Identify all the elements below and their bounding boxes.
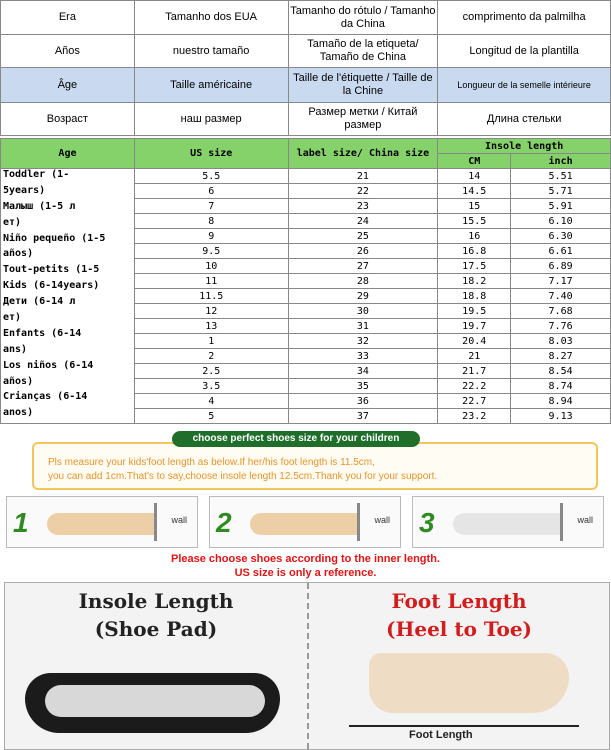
foot-icon xyxy=(369,653,569,713)
label-size-cell: 33 xyxy=(288,349,438,364)
insole-inch-cell: 7.68 xyxy=(511,304,611,319)
insole-inch-cell: 8.03 xyxy=(511,334,611,349)
label-size-cell: 24 xyxy=(288,214,438,229)
shoe-pad-icon xyxy=(45,685,265,717)
age-group-line: ет) xyxy=(3,312,22,324)
header-cell: Longueur de la semelle intérieure xyxy=(438,68,611,103)
insole-cm-cell: 14 xyxy=(438,169,511,184)
header-cell: Tamanho do rótulo / Tamanho da China xyxy=(288,1,438,35)
cm-header: CM xyxy=(438,154,511,169)
age-group-line: anos) xyxy=(3,407,34,419)
insole-cm-cell: 18.2 xyxy=(438,274,511,289)
label-size-cell: 35 xyxy=(288,379,438,394)
insole-inch-cell: 8.27 xyxy=(511,349,611,364)
us-size-cell: 13 xyxy=(134,319,288,334)
insole-subtitle: (Shoe Pad) xyxy=(94,617,218,641)
header-row-fr xyxy=(1,68,611,103)
wall-label: wall xyxy=(577,515,593,525)
us-size-cell: 3.5 xyxy=(134,379,288,394)
us-size-cell: 9.5 xyxy=(134,244,288,259)
insole-cm-cell: 20.4 xyxy=(438,334,511,349)
insole-cm-cell: 14.5 xyxy=(438,184,511,199)
foot-length-label: Foot Length xyxy=(409,729,473,741)
inch-header: inch xyxy=(511,154,611,169)
age-group-line: ет) xyxy=(3,216,22,228)
label-size-cell: 34 xyxy=(288,364,438,379)
guide-text-line: Pls measure your kids'foot length as below.If her/his foot length is 11.5cm, xyxy=(48,457,375,468)
us-size-cell: 6 xyxy=(134,184,288,199)
guide-title: choose perfect shoes size for your children xyxy=(172,431,420,447)
age-group-line: Малыш (1-5 л xyxy=(3,200,76,212)
us-size-cell: 2 xyxy=(134,349,288,364)
insole-panel xyxy=(5,583,309,749)
insole-icon xyxy=(250,513,360,535)
age-group-line: años) xyxy=(3,248,34,260)
step-number: 1 xyxy=(13,507,29,538)
insole-inch-cell: 6.89 xyxy=(511,259,611,274)
insole-cm-cell: 19.5 xyxy=(438,304,511,319)
age-group-line: Kids (6-14years) xyxy=(3,280,100,292)
label-size-cell: 29 xyxy=(288,289,438,304)
header-cell: comprimento da palmilha xyxy=(438,1,611,35)
age-group-line: Дети (6-14 л xyxy=(3,296,76,308)
label-size-cell: 31 xyxy=(288,319,438,334)
insole-inch-cell: 8.54 xyxy=(511,364,611,379)
us-size-cell: 12 xyxy=(134,304,288,319)
warning-line-1: Please choose shoes according to the inner length. xyxy=(171,553,440,565)
us-size-cell: 5 xyxy=(134,409,288,424)
age-group-line: años) xyxy=(3,375,34,387)
insole-inch-cell: 5.71 xyxy=(511,184,611,199)
label-size-cell: 26 xyxy=(288,244,438,259)
wall-label: wall xyxy=(171,515,187,525)
foot-icon xyxy=(47,513,157,535)
insole-inch-cell: 8.74 xyxy=(511,379,611,394)
header-cell: Era xyxy=(1,1,135,35)
insole-inch-cell: 8.94 xyxy=(511,394,611,409)
insole-inch-cell: 7.17 xyxy=(511,274,611,289)
insole-cm-cell: 22.2 xyxy=(438,379,511,394)
label-size-cell: 22 xyxy=(288,184,438,199)
size-header-row xyxy=(1,139,611,154)
age-group-line: Tout-petits (1-5 xyxy=(3,264,100,276)
insole-cm-cell: 23.2 xyxy=(438,409,511,424)
label-size-header: label size/ China size xyxy=(288,139,438,169)
step-3 xyxy=(412,496,604,548)
label-size-cell: 30 xyxy=(288,304,438,319)
insole-inch-cell: 6.61 xyxy=(511,244,611,259)
insole-title: Insole Length xyxy=(78,589,234,613)
header-cell: Años xyxy=(1,35,135,68)
age-group-line: Toddler (1- xyxy=(3,169,70,180)
insole-header: Insole length xyxy=(438,139,611,154)
insole-inch-cell: 6.30 xyxy=(511,229,611,244)
us-size-header: US size xyxy=(134,139,288,169)
label-size-cell: 28 xyxy=(288,274,438,289)
header-row-ru xyxy=(1,103,611,136)
measure-steps xyxy=(6,496,608,548)
header-cell: Âge xyxy=(1,68,135,103)
us-size-cell: 10 xyxy=(134,259,288,274)
foot-title: Foot Length xyxy=(391,589,527,613)
wall-icon xyxy=(154,503,157,541)
header-cell: Taille de l'étiquette / Taille de la Chine xyxy=(288,68,438,103)
size-table-body xyxy=(1,169,611,424)
warning-line-2: US size is only a reference. xyxy=(234,567,377,579)
us-size-cell: 1 xyxy=(134,334,288,349)
header-row-pt xyxy=(1,1,611,35)
length-comparison xyxy=(4,582,610,750)
label-size-cell: 25 xyxy=(288,229,438,244)
step-number: 3 xyxy=(419,507,435,538)
header-cell: Возраст xyxy=(1,103,135,136)
age-header: Age xyxy=(1,139,135,169)
insole-cm-cell: 16.8 xyxy=(438,244,511,259)
insole-inch-cell: 5.51 xyxy=(511,169,611,184)
us-size-cell: 2.5 xyxy=(134,364,288,379)
insole-cm-cell: 18.8 xyxy=(438,289,511,304)
wall-label: wall xyxy=(374,515,390,525)
age-group-line: Enfants (6-14 xyxy=(3,327,82,339)
us-size-cell: 5.5 xyxy=(134,169,288,184)
label-size-cell: 36 xyxy=(288,394,438,409)
us-size-cell: 9 xyxy=(134,229,288,244)
foot-subtitle: (Heel to Toe) xyxy=(385,617,533,641)
age-group-line: Niño pequeño (1-5 xyxy=(3,232,106,244)
header-cell: Longitud de la plantilla xyxy=(438,35,611,68)
foot-panel xyxy=(309,583,609,749)
guide-text xyxy=(48,456,588,484)
header-cell: Taille américaine xyxy=(134,68,288,103)
insole-cm-cell: 16 xyxy=(438,229,511,244)
age-group-line: 5years) xyxy=(3,184,46,196)
label-size-cell: 21 xyxy=(288,169,438,184)
insole-cm-cell: 19.7 xyxy=(438,319,511,334)
step-number: 2 xyxy=(216,507,232,538)
header-cell: Tamaño de la etiqueta/ Tamaño de China xyxy=(288,35,438,68)
insole-inch-cell: 7.76 xyxy=(511,319,611,334)
label-size-cell: 27 xyxy=(288,259,438,274)
insole-cm-cell: 15 xyxy=(438,199,511,214)
insole-cm-cell: 22.7 xyxy=(438,394,511,409)
insole-inch-cell: 6.10 xyxy=(511,214,611,229)
insole-cm-cell: 17.5 xyxy=(438,259,511,274)
header-table xyxy=(0,0,611,136)
age-groups-cell xyxy=(1,169,135,424)
ruler-icon xyxy=(453,513,563,535)
step-2 xyxy=(209,496,401,548)
label-size-cell: 32 xyxy=(288,334,438,349)
wall-icon xyxy=(357,503,360,541)
insole-cm-cell: 21 xyxy=(438,349,511,364)
wall-icon xyxy=(560,503,563,541)
header-cell: наш размер xyxy=(134,103,288,136)
insole-inch-cell: 9.13 xyxy=(511,409,611,424)
header-cell: Tamanho dos EUA xyxy=(134,1,288,35)
age-group-line: Crianças (6-14 xyxy=(3,391,88,403)
insole-cm-cell: 15.5 xyxy=(438,214,511,229)
age-group-line: ans) xyxy=(3,343,28,355)
step-1 xyxy=(6,496,198,548)
insole-inch-cell: 7.40 xyxy=(511,289,611,304)
guide-text-line: you can add 1cm.That's to say,choose insole length 12.5cm.Thank you for your support. xyxy=(48,471,438,482)
header-cell: nuestro tamaño xyxy=(134,35,288,68)
insole-cm-cell: 21.7 xyxy=(438,364,511,379)
header-row-es xyxy=(1,35,611,68)
us-size-cell: 11.5 xyxy=(134,289,288,304)
header-cell: Размер метки / Китай размер xyxy=(288,103,438,136)
us-size-cell: 8 xyxy=(134,214,288,229)
insole-inch-cell: 5.91 xyxy=(511,199,611,214)
label-size-cell: 37 xyxy=(288,409,438,424)
label-size-cell: 23 xyxy=(288,199,438,214)
us-size-cell: 7 xyxy=(134,199,288,214)
us-size-cell: 11 xyxy=(134,274,288,289)
size-row xyxy=(1,169,611,184)
size-table xyxy=(0,138,611,424)
measure-arrow-icon xyxy=(349,725,579,727)
age-group-line: Los niños (6-14 xyxy=(3,359,94,371)
header-cell: Длина стельки xyxy=(438,103,611,136)
us-size-cell: 4 xyxy=(134,394,288,409)
